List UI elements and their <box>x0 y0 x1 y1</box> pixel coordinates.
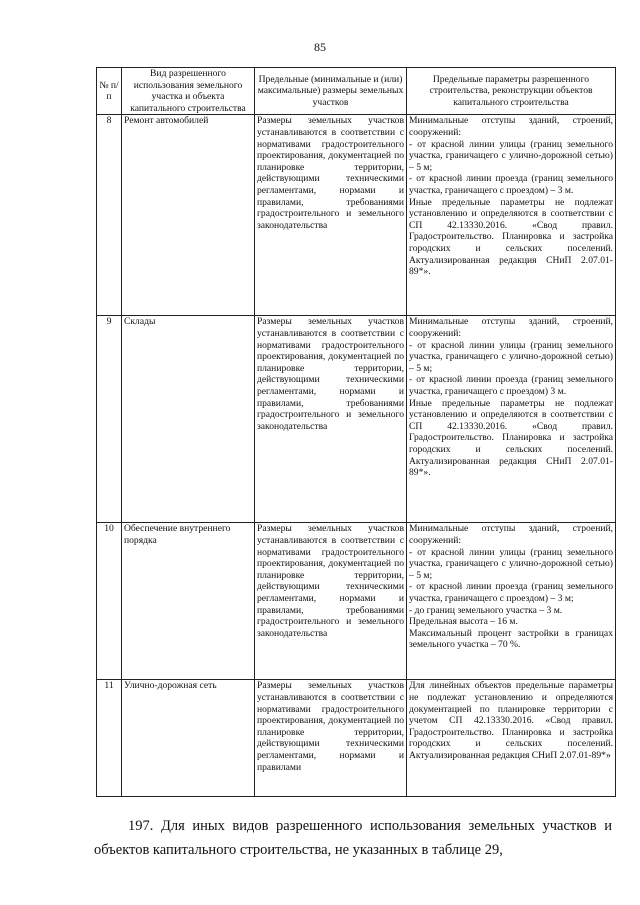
row-plot-size: Размеры земельных участков устанавливаются в соответствии с нормативами градостроительного проектирования, документацией по планировке территории, действующими техническими регламентами, нормами и правилами, требованиями градостроительного и земельного законодательства <box>255 523 407 680</box>
table-row <box>97 115 616 316</box>
row-build-params <box>407 115 616 316</box>
row-use-type: Склады <box>122 316 255 523</box>
header-num: № п/п <box>97 68 122 115</box>
zoning-parameters-table <box>96 67 616 797</box>
row-build-params <box>407 316 616 523</box>
param-line: - от красной линии улицы (границ земельного участка, граничащего с улично-дорожной сетью) – 5 м; <box>409 138 613 173</box>
row-use-type: Улично-дорожная сеть <box>122 680 255 797</box>
param-line: Минимальные отступы зданий, строений, сооружений: <box>409 115 613 138</box>
row-use-type: Ремонт автомобилей <box>122 115 255 316</box>
param-line: Иные предельные параметры не подлежат установлению и определяются в соответствии с СП 42.13330.2016. «Свод правил. Градостроительство. Планировка и застройка городских и сельских поселений. Актуализированная редакция СНиП 2.07.01-89*». <box>409 397 613 479</box>
param-line: - от красной линии проезда (границ земельного участка, граничащего с проездом) 3 м. <box>409 374 613 397</box>
param-line: - от красной линии улицы (границ земельного участка, граничащего с улично-дорожной сетью) – 5 м; <box>409 546 613 581</box>
row-use-type: Обеспечение внутреннего порядка <box>122 523 255 680</box>
param-line: - от красной линии проезда (границ земельного участка, граничащего с проездом) – 3 м. <box>409 173 613 196</box>
param-line: Иные предельные параметры не подлежат установлению и определяются в соответствии с СП 42.13330.2016. «Свод правил. Градостроительство. Планировка и застройка городских и сельских поселений. Актуализированная редакция СНиП 2.07.01-89*». <box>409 196 613 278</box>
param-line: Для линейных объектов предельные параметры не подлежат установлению и определяются документацией по планировке территории с учетом СП 42.13330.2016. «Свод правил. Градостроительство. Планировка и застройка городских и сельских поселений. Актуализированная редакция СНиП 2.07.01-89*» <box>409 680 613 761</box>
page-number: 85 <box>314 40 326 54</box>
row-plot-size: Размеры земельных участков устанавливаются в соответствии с нормативами градостроительного проектирования, документацией по планировке территории, действующими техническими регламентами, нормами и правилами <box>255 680 407 797</box>
row-num: 10 <box>97 523 122 680</box>
row-build-params <box>407 523 616 680</box>
header-use-type: Вид разрешенного использования земельного участка и объекта капитального строительства <box>122 68 255 115</box>
row-plot-size: Размеры земельных участков устанавливаются в соответствии с нормативами градостроительного проектирования, документацией по планировке территории, действующими техническими регламентами, нормами и правилами, требованиями градостроительного и земельного законодательства <box>255 316 407 523</box>
param-line: Максимальный процент застройки в границах земельного участка – 70 %. <box>409 627 613 651</box>
table-row <box>97 680 616 797</box>
header-build-params: Предельные параметры разрешенного строительства, реконструкции объектов капитального строительства <box>407 68 616 115</box>
param-line: Минимальные отступы зданий, строений, сооружений: <box>409 316 613 339</box>
table-row <box>97 316 616 523</box>
paragraph-197 <box>94 814 612 862</box>
row-num: 8 <box>97 115 122 316</box>
table-row <box>97 523 616 680</box>
table-header-row <box>97 68 616 115</box>
row-build-params <box>407 680 616 797</box>
param-line: Предельная высота – 16 м. <box>409 616 518 628</box>
param-line: - до границ земельного участка – 3 м. <box>409 604 563 616</box>
row-num: 11 <box>97 680 122 797</box>
param-line: Минимальные отступы зданий, строений, сооружений: <box>409 523 613 546</box>
paragraph-text: 197. Для иных видов разрешенного использования земельных участков и объектов капитального строительства, не указанных в таблице 29, <box>94 818 612 858</box>
param-line: - от красной линии проезда (границ земельного участка, граничащего с проездом) – 3 м; <box>409 581 613 604</box>
param-line: - от красной линии улицы (границ земельного участка, граничащего с улично-дорожной сетью) – 5 м; <box>409 339 613 374</box>
row-plot-size: Размеры земельных участков устанавливаются в соответствии с нормативами градостроительного проектирования, документацией по планировке территории, действующими техническими регламентами, нормами и правилами, требованиями градостроительного и земельного законодательства <box>255 115 407 316</box>
row-num: 9 <box>97 316 122 523</box>
header-plot-size: Предельные (минимальные и (или) максимальные) размеры земельных участков <box>255 68 407 115</box>
